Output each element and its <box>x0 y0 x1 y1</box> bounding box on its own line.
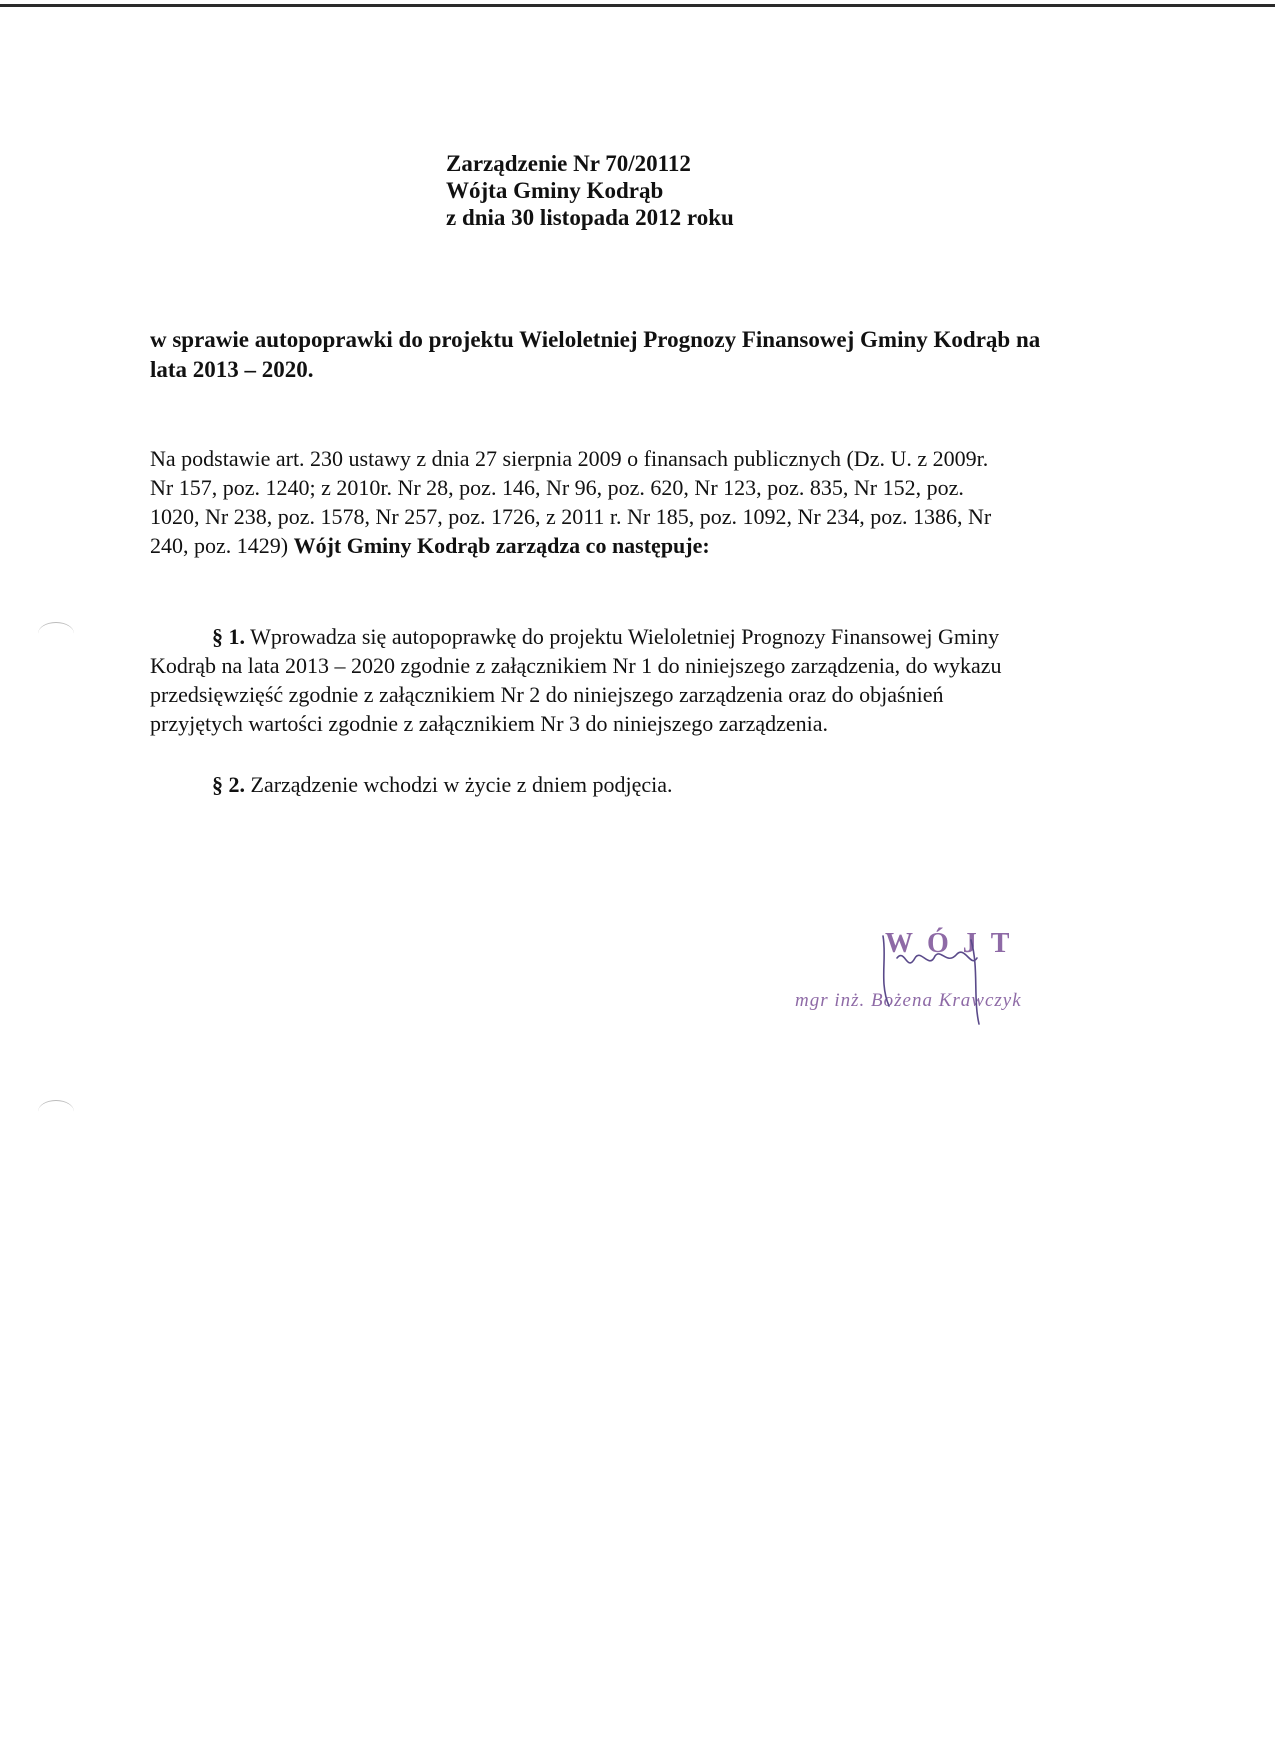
punch-hole-mark <box>38 622 74 645</box>
section-1-marker: § 1. <box>212 624 245 649</box>
stamp-name: mgr inż. Bożena Krawczyk <box>795 990 1022 1011</box>
section-2-text: Zarządzenie wchodzi w życie z dniem podjęcia. <box>245 772 673 797</box>
section-2-marker: § 2. <box>212 772 245 797</box>
document-subject <box>150 325 1132 385</box>
section-1 <box>150 622 1132 738</box>
punch-hole-mark <box>38 1100 74 1123</box>
subject-line: lata 2013 – 2020. <box>150 357 314 382</box>
document-header <box>446 150 734 231</box>
issuer: Wójta Gminy Kodrąb <box>446 178 664 203</box>
stamp-title: WÓJT <box>885 928 1024 959</box>
section-2 <box>150 770 1132 799</box>
legal-basis-line: 1020, Nr 238, poz. 1578, Nr 257, poz. 1726, z 2011 r. Nr 185, poz. 1092, Nr 234, poz. 1386, Nr <box>150 504 992 529</box>
legal-basis <box>150 444 1132 560</box>
section-1-line: przyjętych wartości zgodnie z załącznikiem Nr 3 do niniejszego zarządzenia. <box>150 711 829 736</box>
handwritten-signature-icon <box>795 928 1095 1038</box>
ordinance-number: Zarządzenie Nr 70/20112 <box>446 151 691 176</box>
section-1-line: Kodrąb na lata 2013 – 2020 zgodnie z załącznikiem Nr 1 do niniejszego zarządzenia, do wykazu <box>150 653 1002 678</box>
issue-date: z dnia 30 listopada 2012 roku <box>446 205 734 230</box>
legal-basis-line: Nr 157, poz. 1240; z 2010r. Nr 28, poz. 146, Nr 96, poz. 620, Nr 123, poz. 835, Nr 152, poz. <box>150 475 964 500</box>
section-2-line <box>150 770 1132 799</box>
subject-line: w sprawie autopoprawki do projektu Wieloletniej Prognozy Finansowej Gminy Kodrąb na <box>150 327 1041 352</box>
section-1-text: Wprowadza się autopoprawkę do projektu Wieloletniej Prognozy Finansowej Gminy <box>245 624 1000 649</box>
scan-top-border <box>0 4 1275 7</box>
section-1-line: przedsięwzięść zgodnie z załącznikiem Nr 2 do niniejszego zarządzenia oraz do objaśnień <box>150 682 944 707</box>
legal-basis-line <box>150 531 1132 560</box>
section-1-line <box>150 622 1132 651</box>
legal-basis-tail: 240, poz. 1429) <box>150 533 294 558</box>
legal-basis-line: Na podstawie art. 230 ustawy z dnia 27 sierpnia 2009 o finansach publicznych (Dz. U. z 2009r. <box>150 446 989 471</box>
official-stamp <box>795 928 1095 1038</box>
decree-formula: Wójt Gminy Kodrąb zarządza co następuje: <box>293 533 710 558</box>
